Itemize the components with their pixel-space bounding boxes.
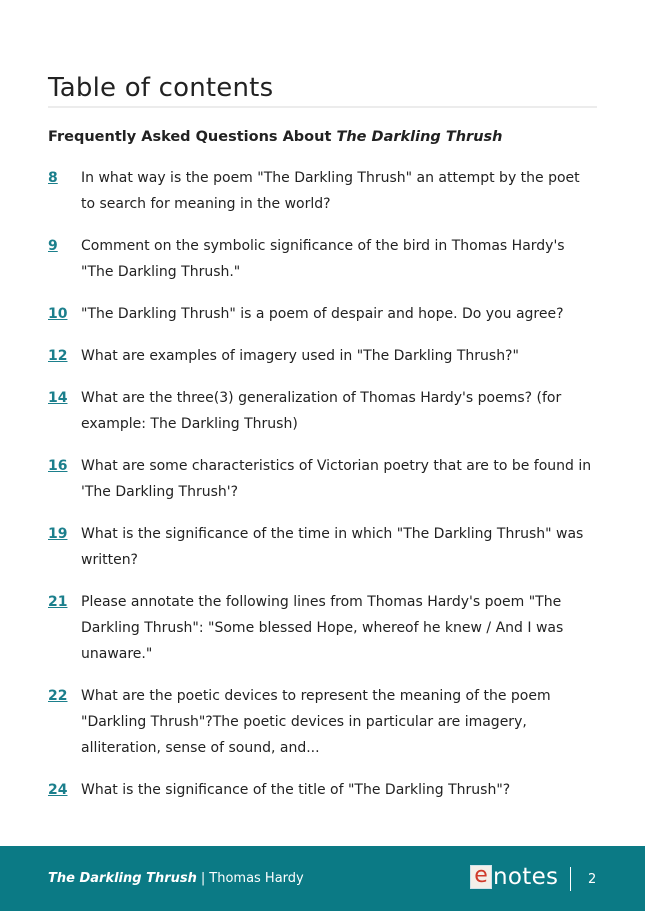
footer-book-title: The Darkling Thrush [48,871,197,886]
toc-question: What is the significance of the time in which "The Darkling Thrush" was written? [81,526,584,568]
page-title: Table of contents [48,73,274,104]
toc-page-link[interactable]: 9 [48,238,58,254]
toc-item [48,385,598,437]
toc-page-link[interactable]: 22 [48,688,68,704]
toc-item [48,521,598,573]
toc-item [48,301,598,327]
toc-question: What is the significance of the title of "The Darkling Thrush"? [81,782,511,798]
toc-page-link[interactable]: 12 [48,348,68,364]
toc-question: Comment on the symbolic significance of the bird in Thomas Hardy's "The Darkling Thrush." [81,238,565,280]
toc-page-link[interactable]: 21 [48,594,68,610]
toc-item [48,233,598,285]
divider [48,106,597,108]
toc-page-link[interactable]: 24 [48,782,68,798]
toc-page-link[interactable]: 10 [48,306,68,322]
section-heading-book-title: The Darkling Thrush [336,129,503,145]
toc-page-link[interactable]: 19 [48,526,68,542]
section-heading-prefix: Frequently Asked Questions About [48,129,337,145]
toc-question: In what way is the poem "The Darkling Thrush" an attempt by the poet to search for meaning in the world? [81,170,580,212]
toc-item [48,453,598,505]
enotes-logo-text: notes [493,864,559,890]
toc-question: What are some characteristics of Victorian poetry that are to be found in 'The Darkling Thrush'? [81,458,592,500]
toc-item [48,165,598,217]
toc-item [48,589,598,667]
footer [0,846,645,911]
toc-question: Please annotate the following lines from Thomas Hardy's poem "The Darkling Thrush": "Some blessed Hope, whereof he knew / And I was unaware." [81,594,564,662]
toc-item [48,683,598,761]
toc-item [48,343,598,369]
toc-question: What are the poetic devices to represent the meaning of the poem "Darkling Thrush"?The poetic devices in particular are imagery, alliteration, sense of sound, and... [81,688,551,756]
toc-page-link[interactable]: 16 [48,458,68,474]
footer-separator: | [200,871,206,886]
enotes-logo-e-icon: e [470,865,492,889]
footer-author: Thomas Hardy [209,871,304,886]
toc-list [48,165,598,819]
toc-page-link[interactable]: 8 [48,170,58,186]
toc-question: What are examples of imagery used in "The Darkling Thrush?" [81,348,519,364]
toc-page-link[interactable]: 14 [48,390,68,406]
toc-question: "The Darkling Thrush" is a poem of despair and hope. Do you agree? [81,306,564,322]
logo-divider [570,867,571,891]
toc-item [48,777,598,803]
page-number: 2 [588,872,597,887]
section-heading [48,129,502,145]
footer-citation [48,871,304,886]
toc-question: What are the three(3) generalization of Thomas Hardy's poems? (for example: The Darkling Thrush) [81,390,562,432]
enotes-logo [470,865,558,889]
